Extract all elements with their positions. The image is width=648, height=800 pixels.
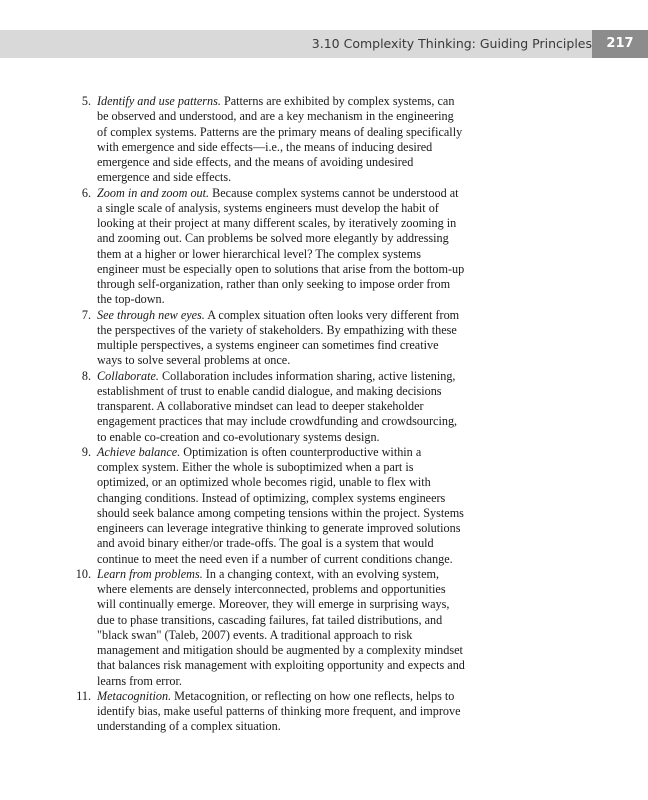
principles-list bbox=[75, 94, 465, 735]
item-text: A complex situation often looks very different from the perspectives of the variety of stakeholders. By empathizing with these multiple perspectives, a systems engineer can sometimes find creative ways to solve several problems at once. bbox=[97, 307, 460, 368]
list-item bbox=[76, 688, 465, 735]
running-title: 3.10 Complexity Thinking: Guiding Principles bbox=[311, 36, 592, 51]
list-item bbox=[81, 94, 465, 186]
list-item bbox=[81, 368, 465, 445]
item-number: 7. bbox=[81, 307, 91, 322]
item-number: 5. bbox=[81, 94, 91, 108]
item-text: Patterns are exhibited by complex systems, can be observed and understood, and are a key mechanism in the engineering of complex systems. Patterns are the primary means of dealing specifically with emergence and side effects—i.e., the means of inducing desired emergence and side effects, and the means of avoiding undesired emergence and side effects. bbox=[97, 94, 463, 185]
item-text: Optimization is often counterproductive within a complex system. Either the whole is suboptimized when a part is optimized, or an optimized whole becomes rigid, unable to flex with changing conditions. Instead of optimizing, complex systems engineers should seek balance among competing tensions within the project. Systems engineers can leverage integrative thinking to generate improved solutions and avoid binary either/or trade-offs. The goal is a system that would continue to meet the need even if a number of current conditions change. bbox=[97, 444, 464, 566]
running-head bbox=[0, 30, 648, 58]
item-term: Metacognition. bbox=[97, 688, 172, 703]
item-text: Metacognition, or reflecting on how one reflects, helps to identify bias, make useful patterns of thinking more frequent, and improve understanding of a complex situation. bbox=[97, 688, 461, 734]
list-item bbox=[81, 444, 465, 567]
item-term: Achieve balance. bbox=[97, 444, 181, 459]
item-text: Collaboration includes information sharing, active listening, establishment of trust to enable candid dialogue, and making decisions transparent. A collaborative mindset can lead to deeper stakeholder engagement practices that may include crowdfunding and crowdsourcing, to enable co-creation and co-evolutionary systems design. bbox=[97, 368, 458, 444]
item-number: 8. bbox=[81, 368, 91, 383]
item-term: Zoom in and zoom out. bbox=[97, 185, 210, 200]
item-term: Collaborate. bbox=[97, 368, 159, 383]
item-number: 10. bbox=[75, 566, 91, 581]
page-number: 217 bbox=[592, 30, 648, 58]
item-number: 9. bbox=[81, 444, 91, 459]
item-term: See through new eyes. bbox=[97, 307, 205, 322]
item-number: 11. bbox=[76, 688, 91, 703]
item-number: 6. bbox=[81, 185, 91, 200]
item-text: In a changing context, with an evolving system, where elements are densely interconnected, problems and opportunities will continually emerge. Moreover, they will emerge in surprising ways, due to phase transitions, cascading failures, fat tailed distributions, and "black swan" (Taleb, 2007) events. A traditional approach to risk management and mitigation should be augmented by a complexity mindset that balances risk management with exploiting opportunity and expects and learns from error. bbox=[97, 566, 465, 688]
item-term: Identify and use patterns. bbox=[97, 94, 221, 108]
list-item bbox=[75, 566, 465, 689]
list-item bbox=[81, 307, 465, 369]
item-term: Learn from problems. bbox=[97, 566, 203, 581]
list-item bbox=[81, 185, 465, 308]
item-text: Because complex systems cannot be understood at a single scale of analysis, systems engineers must develop the habit of looking at their project at many different scales, by iteratively zooming in and zooming out. Can problems be solved more elegantly by addressing them at a higher or lower hierarchical level? The complex systems engineer must be especially open to solutions that arise from the bottom-up through self-organization, rather than only seeking to impose order from the top-down. bbox=[97, 185, 465, 307]
